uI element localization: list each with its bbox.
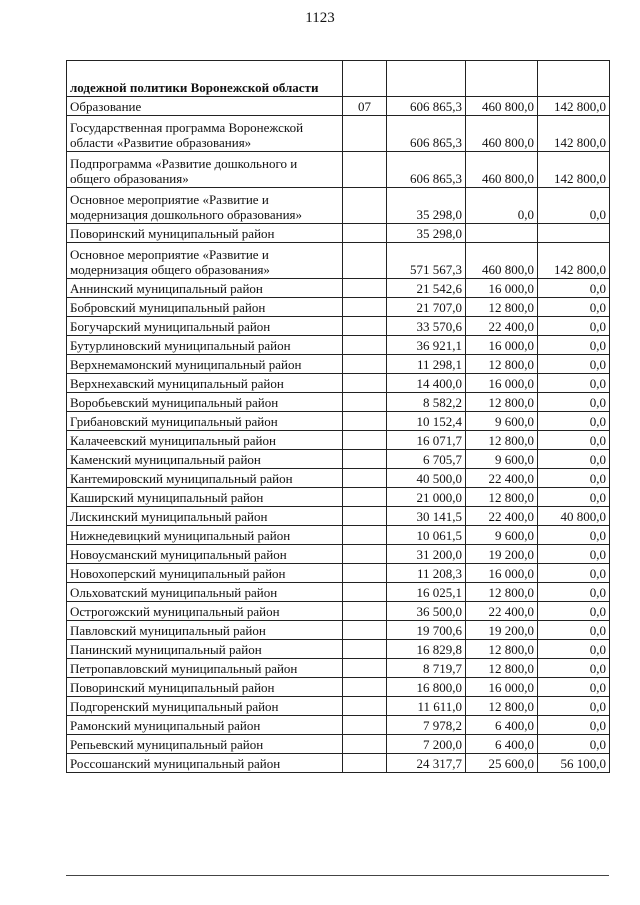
table-row	[67, 488, 610, 507]
row-value-2022-cell: 19 200,0	[466, 621, 538, 640]
row-value-2022-cell: 460 800,0	[466, 152, 538, 188]
row-code-cell	[343, 355, 387, 374]
row-value-2023-cell: 0,0	[538, 583, 610, 602]
row-value-2022-cell: 19 200,0	[466, 545, 538, 564]
row-value-2022-cell: 0,0	[466, 188, 538, 224]
row-value-2021-cell: 11 298,1	[387, 355, 466, 374]
row-value-2022-cell: 12 800,0	[466, 583, 538, 602]
row-value-2023-cell: 0,0	[538, 317, 610, 336]
table-row	[67, 697, 610, 716]
row-code-cell	[343, 393, 387, 412]
row-value-2022-cell: 12 800,0	[466, 488, 538, 507]
row-code-cell	[343, 298, 387, 317]
row-value-2021-cell: 30 141,5	[387, 507, 466, 526]
row-code-cell	[343, 697, 387, 716]
row-value-2022-cell: 22 400,0	[466, 602, 538, 621]
table-row	[67, 659, 610, 678]
row-value-2023-cell: 142 800,0	[538, 97, 610, 116]
row-code-cell	[343, 224, 387, 243]
row-value-2022-cell: 460 800,0	[466, 116, 538, 152]
table-row	[67, 431, 610, 450]
row-value-2021-cell: 16 025,1	[387, 583, 466, 602]
row-name-cell: Верхнехавский муниципальный район	[67, 374, 343, 393]
row-value-2023-cell: 0,0	[538, 355, 610, 374]
row-code-cell	[343, 602, 387, 621]
row-code-cell	[343, 116, 387, 152]
row-name-cell: Бобровский муниципальный район	[67, 298, 343, 317]
row-value-2022-cell: 6 400,0	[466, 716, 538, 735]
row-value-2023-cell: 0,0	[538, 336, 610, 355]
row-value-2023-cell: 0,0	[538, 735, 610, 754]
row-name-cell: Калачеевский муниципальный район	[67, 431, 343, 450]
row-name-cell: Поворинский муниципальный район	[67, 224, 343, 243]
row-value-2021-cell: 33 570,6	[387, 317, 466, 336]
row-value-2023-cell: 0,0	[538, 564, 610, 583]
row-value-2021-cell: 16 800,0	[387, 678, 466, 697]
row-name-cell: лодежной политики Воронежской области	[67, 61, 343, 97]
table-row	[67, 640, 610, 659]
row-value-2022-cell: 16 000,0	[466, 374, 538, 393]
row-name-cell: Бутурлиновский муниципальный район	[67, 336, 343, 355]
table-row	[67, 735, 610, 754]
row-name-cell: Новоусманский муниципальный район	[67, 545, 343, 564]
row-code-cell	[343, 754, 387, 773]
row-value-2022-cell: 460 800,0	[466, 243, 538, 279]
row-name-cell: Лискинский муниципальный район	[67, 507, 343, 526]
row-value-2022-cell: 12 800,0	[466, 431, 538, 450]
table-row	[67, 583, 610, 602]
row-value-2021-cell: 8 719,7	[387, 659, 466, 678]
row-code-cell	[343, 545, 387, 564]
row-value-2021-cell: 606 865,3	[387, 152, 466, 188]
row-name-cell: Нижнедевицкий муниципальный район	[67, 526, 343, 545]
row-name-cell: Панинский муниципальный район	[67, 640, 343, 659]
table-row	[67, 188, 610, 224]
row-code-cell	[343, 279, 387, 298]
row-value-2023-cell: 0,0	[538, 279, 610, 298]
row-value-2023-cell: 0,0	[538, 602, 610, 621]
row-value-2021-cell: 40 500,0	[387, 469, 466, 488]
row-code-cell	[343, 431, 387, 450]
row-code-cell	[343, 469, 387, 488]
row-code-cell	[343, 336, 387, 355]
budget-table	[66, 60, 610, 773]
row-value-2021-cell: 36 921,1	[387, 336, 466, 355]
row-name-cell: Каменский муниципальный район	[67, 450, 343, 469]
row-code-cell: 07	[343, 97, 387, 116]
row-value-2021-cell: 7 200,0	[387, 735, 466, 754]
row-value-2023-cell: 0,0	[538, 412, 610, 431]
row-code-cell	[343, 526, 387, 545]
row-value-2021-cell: 21 542,6	[387, 279, 466, 298]
row-value-2023-cell: 0,0	[538, 659, 610, 678]
row-value-2022-cell: 25 600,0	[466, 754, 538, 773]
row-code-cell	[343, 621, 387, 640]
row-value-2023-cell	[538, 224, 610, 243]
row-value-2022-cell: 12 800,0	[466, 697, 538, 716]
footer-rule	[66, 875, 609, 876]
row-code-cell	[343, 243, 387, 279]
row-name-cell: Воробьевский муниципальный район	[67, 393, 343, 412]
row-value-2023-cell: 0,0	[538, 188, 610, 224]
row-value-2022-cell: 16 000,0	[466, 678, 538, 697]
row-value-2021-cell: 8 582,2	[387, 393, 466, 412]
table-row	[67, 621, 610, 640]
row-value-2023-cell: 0,0	[538, 545, 610, 564]
row-value-2022-cell: 6 400,0	[466, 735, 538, 754]
row-value-2022-cell: 12 800,0	[466, 393, 538, 412]
row-value-2022-cell: 12 800,0	[466, 659, 538, 678]
row-name-cell: Россошанский муниципальный район	[67, 754, 343, 773]
row-code-cell	[343, 61, 387, 97]
row-name-cell: Каширский муниципальный район	[67, 488, 343, 507]
row-code-cell	[343, 735, 387, 754]
row-value-2021-cell: 11 611,0	[387, 697, 466, 716]
row-value-2021-cell: 16 071,7	[387, 431, 466, 450]
row-value-2022-cell: 9 600,0	[466, 412, 538, 431]
row-name-cell: Рамонский муниципальный район	[67, 716, 343, 735]
row-value-2022-cell: 12 800,0	[466, 298, 538, 317]
table-row	[67, 97, 610, 116]
table-row	[67, 336, 610, 355]
table-row	[67, 507, 610, 526]
row-value-2023-cell: 0,0	[538, 697, 610, 716]
row-value-2021-cell: 35 298,0	[387, 224, 466, 243]
row-code-cell	[343, 488, 387, 507]
row-value-2023-cell: 0,0	[538, 678, 610, 697]
row-value-2022-cell: 460 800,0	[466, 97, 538, 116]
row-name-cell: Острогожский муниципальный район	[67, 602, 343, 621]
row-value-2023-cell: 0,0	[538, 526, 610, 545]
row-code-cell	[343, 152, 387, 188]
row-name-cell: Грибановский муниципальный район	[67, 412, 343, 431]
table-row	[67, 243, 610, 279]
row-name-cell: Ольховатский муниципальный район	[67, 583, 343, 602]
row-name-cell: Основное мероприятие «Развитие и модернизация общего образования»	[67, 243, 343, 279]
row-value-2021-cell: 14 400,0	[387, 374, 466, 393]
row-name-cell: Репьевский муниципальный район	[67, 735, 343, 754]
row-value-2021-cell: 35 298,0	[387, 188, 466, 224]
table-row	[67, 678, 610, 697]
row-code-cell	[343, 640, 387, 659]
row-value-2023-cell: 40 800,0	[538, 507, 610, 526]
table-row	[67, 224, 610, 243]
row-value-2023-cell: 0,0	[538, 621, 610, 640]
row-name-cell: Павловский муниципальный район	[67, 621, 343, 640]
row-value-2021-cell: 21 000,0	[387, 488, 466, 507]
row-value-2022-cell: 9 600,0	[466, 526, 538, 545]
row-value-2023-cell: 0,0	[538, 716, 610, 735]
row-value-2022-cell: 16 000,0	[466, 336, 538, 355]
row-code-cell	[343, 716, 387, 735]
table-row	[67, 602, 610, 621]
row-code-cell	[343, 188, 387, 224]
row-value-2023-cell: 0,0	[538, 640, 610, 659]
row-value-2021-cell: 36 500,0	[387, 602, 466, 621]
row-value-2022-cell: 16 000,0	[466, 564, 538, 583]
row-value-2021-cell	[387, 61, 466, 97]
table-row	[67, 716, 610, 735]
row-value-2022-cell: 12 800,0	[466, 640, 538, 659]
row-value-2023-cell: 56 100,0	[538, 754, 610, 773]
row-value-2023-cell: 0,0	[538, 488, 610, 507]
table-row	[67, 279, 610, 298]
row-value-2023-cell: 0,0	[538, 393, 610, 412]
row-name-cell: Петропавловский муниципальный район	[67, 659, 343, 678]
table-row	[67, 317, 610, 336]
row-code-cell	[343, 412, 387, 431]
row-value-2023-cell: 0,0	[538, 431, 610, 450]
page-number: 1123	[305, 10, 335, 26]
table-row	[67, 298, 610, 317]
row-value-2022-cell: 22 400,0	[466, 507, 538, 526]
table-row	[67, 412, 610, 431]
row-value-2021-cell: 16 829,8	[387, 640, 466, 659]
table-row	[67, 526, 610, 545]
row-value-2022-cell: 22 400,0	[466, 317, 538, 336]
table-row	[67, 374, 610, 393]
row-value-2021-cell: 6 705,7	[387, 450, 466, 469]
row-value-2022-cell: 16 000,0	[466, 279, 538, 298]
row-name-cell: Основное мероприятие «Развитие и модернизация дошкольного образования»	[67, 188, 343, 224]
table-row	[67, 355, 610, 374]
row-value-2021-cell: 606 865,3	[387, 116, 466, 152]
row-value-2022-cell: 12 800,0	[466, 355, 538, 374]
row-code-cell	[343, 564, 387, 583]
row-code-cell	[343, 678, 387, 697]
row-value-2022-cell	[466, 224, 538, 243]
row-code-cell	[343, 507, 387, 526]
row-code-cell	[343, 374, 387, 393]
row-name-cell: Аннинский муниципальный район	[67, 279, 343, 298]
row-value-2021-cell: 19 700,6	[387, 621, 466, 640]
table-row	[67, 545, 610, 564]
row-name-cell: Подпрограмма «Развитие дошкольного и общего образования»	[67, 152, 343, 188]
table-row	[67, 564, 610, 583]
row-value-2022-cell: 9 600,0	[466, 450, 538, 469]
row-value-2023-cell: 0,0	[538, 374, 610, 393]
row-name-cell: Образование	[67, 97, 343, 116]
table-row	[67, 754, 610, 773]
row-value-2021-cell: 24 317,7	[387, 754, 466, 773]
row-value-2021-cell: 571 567,3	[387, 243, 466, 279]
row-name-cell: Верхнемамонский муниципальный район	[67, 355, 343, 374]
table-row	[67, 152, 610, 188]
table-row	[67, 116, 610, 152]
row-name-cell: Кантемировский муниципальный район	[67, 469, 343, 488]
row-code-cell	[343, 583, 387, 602]
row-value-2023-cell	[538, 61, 610, 97]
row-value-2021-cell: 7 978,2	[387, 716, 466, 735]
row-name-cell: Новохоперский муниципальный район	[67, 564, 343, 583]
row-value-2023-cell: 142 800,0	[538, 116, 610, 152]
row-name-cell: Государственная программа Воронежской области «Развитие образования»	[67, 116, 343, 152]
row-value-2021-cell: 11 208,3	[387, 564, 466, 583]
row-value-2023-cell: 142 800,0	[538, 152, 610, 188]
row-value-2022-cell: 22 400,0	[466, 469, 538, 488]
row-name-cell: Поворинский муниципальный район	[67, 678, 343, 697]
row-value-2021-cell: 606 865,3	[387, 97, 466, 116]
table-row	[67, 61, 610, 97]
table-row	[67, 450, 610, 469]
row-name-cell: Подгоренский муниципальный район	[67, 697, 343, 716]
row-value-2021-cell: 21 707,0	[387, 298, 466, 317]
row-value-2021-cell: 10 061,5	[387, 526, 466, 545]
row-value-2023-cell: 142 800,0	[538, 243, 610, 279]
row-value-2023-cell: 0,0	[538, 298, 610, 317]
row-code-cell	[343, 317, 387, 336]
row-value-2023-cell: 0,0	[538, 469, 610, 488]
budget-table-body	[67, 61, 610, 773]
row-value-2021-cell: 31 200,0	[387, 545, 466, 564]
table-row	[67, 393, 610, 412]
row-value-2021-cell: 10 152,4	[387, 412, 466, 431]
row-value-2022-cell	[466, 61, 538, 97]
row-code-cell	[343, 450, 387, 469]
row-name-cell: Богучарский муниципальный район	[67, 317, 343, 336]
row-value-2023-cell: 0,0	[538, 450, 610, 469]
table-row	[67, 469, 610, 488]
row-code-cell	[343, 659, 387, 678]
